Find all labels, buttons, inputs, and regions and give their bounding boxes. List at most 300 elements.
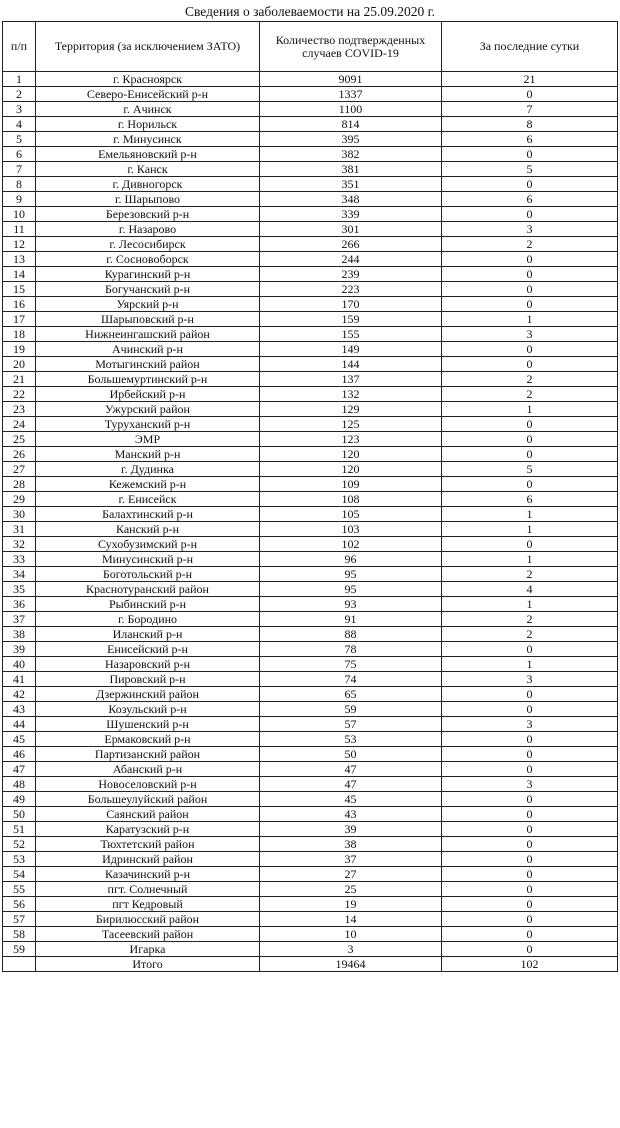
row-last-day-cell: 1: [442, 402, 618, 417]
row-num-cell: 2: [3, 87, 36, 102]
row-num-cell: 43: [3, 702, 36, 717]
row-territory-cell: Богучанский р-н: [36, 282, 260, 297]
table-row: [3, 927, 618, 942]
row-num-cell: 20: [3, 357, 36, 372]
row-confirmed-cell: 149: [260, 342, 442, 357]
row-confirmed-cell: 382: [260, 147, 442, 162]
table-row: [3, 687, 618, 702]
row-territory-cell: пгт Кедровый: [36, 897, 260, 912]
row-last-day-cell: 0: [442, 447, 618, 462]
row-confirmed-cell: 348: [260, 192, 442, 207]
row-territory-cell: г. Дудинка: [36, 462, 260, 477]
row-territory-cell: г. Минусинск: [36, 132, 260, 147]
row-last-day-cell: 21: [442, 72, 618, 87]
table-row: [3, 222, 618, 237]
row-last-day-cell: 0: [442, 177, 618, 192]
row-territory-cell: Канский р-н: [36, 522, 260, 537]
row-territory-cell: Дзержинский район: [36, 687, 260, 702]
table-row: [3, 432, 618, 447]
row-num-cell: 50: [3, 807, 36, 822]
row-confirmed-cell: 266: [260, 237, 442, 252]
row-territory-cell: Идринский район: [36, 852, 260, 867]
row-num-cell: 35: [3, 582, 36, 597]
row-num-cell: 19: [3, 342, 36, 357]
row-territory-cell: г. Канск: [36, 162, 260, 177]
row-territory-cell: г. Дивногорск: [36, 177, 260, 192]
row-num-cell: 40: [3, 657, 36, 672]
row-last-day-cell: 5: [442, 162, 618, 177]
row-num-cell: 27: [3, 462, 36, 477]
row-territory-cell: Саянский район: [36, 807, 260, 822]
table-row: [3, 312, 618, 327]
table-row: [3, 882, 618, 897]
row-confirmed-cell: 25: [260, 882, 442, 897]
total-confirmed: 19464: [260, 957, 442, 972]
row-territory-cell: Большемуртинский р-н: [36, 372, 260, 387]
row-num-cell: 1: [3, 72, 36, 87]
table-row: [3, 117, 618, 132]
row-last-day-cell: 0: [442, 792, 618, 807]
row-last-day-cell: 0: [442, 942, 618, 957]
row-last-day-cell: 1: [442, 522, 618, 537]
row-territory-cell: Рыбинский р-н: [36, 597, 260, 612]
row-confirmed-cell: 108: [260, 492, 442, 507]
table-row: [3, 372, 618, 387]
row-confirmed-cell: 47: [260, 777, 442, 792]
row-territory-cell: Партизанский район: [36, 747, 260, 762]
document-title: Сведения о заболеваемости на 25.09.2020 г.: [184, 4, 436, 19]
row-territory-cell: Большеулуйский район: [36, 792, 260, 807]
row-num-cell: 22: [3, 387, 36, 402]
table-row: [3, 552, 618, 567]
table-row: [3, 897, 618, 912]
row-num-cell: 34: [3, 567, 36, 582]
table-row: [3, 162, 618, 177]
row-territory-cell: Емельяновский р-н: [36, 147, 260, 162]
row-territory-cell: Козульский р-н: [36, 702, 260, 717]
row-territory-cell: Ермаковский р-н: [36, 732, 260, 747]
row-confirmed-cell: 95: [260, 582, 442, 597]
row-num-cell: 48: [3, 777, 36, 792]
row-last-day-cell: 0: [442, 207, 618, 222]
row-confirmed-cell: 137: [260, 372, 442, 387]
table-row: [3, 672, 618, 687]
row-last-day-cell: 0: [442, 882, 618, 897]
row-num-cell: 41: [3, 672, 36, 687]
row-confirmed-cell: 88: [260, 627, 442, 642]
row-territory-cell: Мотыгинский район: [36, 357, 260, 372]
row-last-day-cell: 0: [442, 747, 618, 762]
row-last-day-cell: 1: [442, 507, 618, 522]
row-last-day-cell: 0: [442, 702, 618, 717]
row-confirmed-cell: 27: [260, 867, 442, 882]
row-territory-cell: Курагинский р-н: [36, 267, 260, 282]
table-row: [3, 447, 618, 462]
row-confirmed-cell: 45: [260, 792, 442, 807]
row-confirmed-cell: 239: [260, 267, 442, 282]
table-row: [3, 147, 618, 162]
row-territory-cell: Енисейский р-н: [36, 642, 260, 657]
row-confirmed-cell: 65: [260, 687, 442, 702]
row-territory-cell: Краснотуранский район: [36, 582, 260, 597]
row-num-cell: 28: [3, 477, 36, 492]
table-row: [3, 852, 618, 867]
row-territory-cell: Игарка: [36, 942, 260, 957]
row-territory-cell: Березовский р-н: [36, 207, 260, 222]
table-row: [3, 207, 618, 222]
table-row: [3, 132, 618, 147]
row-num-cell: 31: [3, 522, 36, 537]
row-confirmed-cell: 9091: [260, 72, 442, 87]
row-num-cell: 53: [3, 852, 36, 867]
row-last-day-cell: 0: [442, 357, 618, 372]
row-num-cell: 11: [3, 222, 36, 237]
row-last-day-cell: 0: [442, 762, 618, 777]
row-territory-cell: Шарыповский р-н: [36, 312, 260, 327]
row-confirmed-cell: 14: [260, 912, 442, 927]
row-confirmed-cell: 105: [260, 507, 442, 522]
row-territory-cell: г. Енисейск: [36, 492, 260, 507]
row-confirmed-cell: 129: [260, 402, 442, 417]
row-confirmed-cell: 78: [260, 642, 442, 657]
row-num-cell: 16: [3, 297, 36, 312]
row-num-cell: 44: [3, 717, 36, 732]
row-confirmed-cell: 132: [260, 387, 442, 402]
row-last-day-cell: 0: [442, 147, 618, 162]
row-territory-cell: пгт. Солнечный: [36, 882, 260, 897]
row-num-cell: 29: [3, 492, 36, 507]
morbidity-table: [2, 21, 618, 972]
table-row: [3, 192, 618, 207]
header-num: п/п: [3, 22, 36, 72]
row-num-cell: 54: [3, 867, 36, 882]
table-row: [3, 642, 618, 657]
row-num-cell: 18: [3, 327, 36, 342]
row-num-cell: 23: [3, 402, 36, 417]
table-row: [3, 402, 618, 417]
row-last-day-cell: 0: [442, 282, 618, 297]
row-territory-cell: Новоселовский р-н: [36, 777, 260, 792]
row-territory-cell: г. Сосновоборск: [36, 252, 260, 267]
row-num-cell: 5: [3, 132, 36, 147]
row-last-day-cell: 3: [442, 222, 618, 237]
table-row: [3, 807, 618, 822]
row-territory-cell: Кежемский р-н: [36, 477, 260, 492]
row-confirmed-cell: 301: [260, 222, 442, 237]
row-confirmed-cell: 19: [260, 897, 442, 912]
row-confirmed-cell: 381: [260, 162, 442, 177]
row-confirmed-cell: 223: [260, 282, 442, 297]
row-last-day-cell: 0: [442, 342, 618, 357]
row-num-cell: 9: [3, 192, 36, 207]
table-row: [3, 102, 618, 117]
table-row: [3, 597, 618, 612]
row-confirmed-cell: 53: [260, 732, 442, 747]
row-last-day-cell: 0: [442, 912, 618, 927]
row-last-day-cell: 3: [442, 777, 618, 792]
row-last-day-cell: 1: [442, 597, 618, 612]
row-territory-cell: г. Ачинск: [36, 102, 260, 117]
row-num-cell: 47: [3, 762, 36, 777]
row-territory-cell: Ирбейский р-н: [36, 387, 260, 402]
row-territory-cell: Назаровский р-н: [36, 657, 260, 672]
row-confirmed-cell: 395: [260, 132, 442, 147]
table-row: [3, 522, 618, 537]
row-confirmed-cell: 59: [260, 702, 442, 717]
row-num-cell: 24: [3, 417, 36, 432]
row-last-day-cell: 6: [442, 192, 618, 207]
row-last-day-cell: 0: [442, 867, 618, 882]
row-last-day-cell: 3: [442, 672, 618, 687]
row-confirmed-cell: 170: [260, 297, 442, 312]
row-confirmed-cell: 102: [260, 537, 442, 552]
table-row: [3, 582, 618, 597]
row-confirmed-cell: 38: [260, 837, 442, 852]
row-confirmed-cell: 75: [260, 657, 442, 672]
table-row: [3, 717, 618, 732]
row-last-day-cell: 1: [442, 552, 618, 567]
row-confirmed-cell: 814: [260, 117, 442, 132]
row-num-cell: 7: [3, 162, 36, 177]
row-confirmed-cell: 103: [260, 522, 442, 537]
table-row: [3, 342, 618, 357]
row-confirmed-cell: 123: [260, 432, 442, 447]
row-confirmed-cell: 1337: [260, 87, 442, 102]
row-confirmed-cell: 37: [260, 852, 442, 867]
row-confirmed-cell: 10: [260, 927, 442, 942]
table-row: [3, 912, 618, 927]
row-num-cell: 17: [3, 312, 36, 327]
table-header-row: [3, 22, 618, 72]
row-num-cell: 21: [3, 372, 36, 387]
row-last-day-cell: 0: [442, 267, 618, 282]
table-row: [3, 507, 618, 522]
row-last-day-cell: 6: [442, 492, 618, 507]
row-last-day-cell: 0: [442, 897, 618, 912]
row-last-day-cell: 0: [442, 537, 618, 552]
table-row: [3, 72, 618, 87]
row-territory-cell: Сухобузимский р-н: [36, 537, 260, 552]
table-row: [3, 657, 618, 672]
row-territory-cell: Боготольский р-н: [36, 567, 260, 582]
row-confirmed-cell: 47: [260, 762, 442, 777]
row-last-day-cell: 0: [442, 837, 618, 852]
row-confirmed-cell: 351: [260, 177, 442, 192]
table-row: [3, 477, 618, 492]
row-confirmed-cell: 50: [260, 747, 442, 762]
row-territory-cell: Северо-Енисейский р-н: [36, 87, 260, 102]
row-territory-cell: г. Шарыпово: [36, 192, 260, 207]
row-num-cell: 26: [3, 447, 36, 462]
row-territory-cell: Каратузский р-н: [36, 822, 260, 837]
row-last-day-cell: 7: [442, 102, 618, 117]
table-row: [3, 87, 618, 102]
row-confirmed-cell: 93: [260, 597, 442, 612]
header-territory: Территория (за исключением ЗАТО): [36, 22, 260, 72]
row-confirmed-cell: 91: [260, 612, 442, 627]
table-row: [3, 282, 618, 297]
row-num-cell: 58: [3, 927, 36, 942]
row-territory-cell: г. Норильск: [36, 117, 260, 132]
row-territory-cell: Иланский р-н: [36, 627, 260, 642]
row-last-day-cell: 0: [442, 807, 618, 822]
table-row: [3, 732, 618, 747]
row-last-day-cell: 3: [442, 327, 618, 342]
row-confirmed-cell: 155: [260, 327, 442, 342]
row-territory-cell: г. Назарово: [36, 222, 260, 237]
row-territory-cell: Тасеевский район: [36, 927, 260, 942]
row-num-cell: 37: [3, 612, 36, 627]
row-last-day-cell: 1: [442, 657, 618, 672]
row-last-day-cell: 2: [442, 612, 618, 627]
table-row: [3, 747, 618, 762]
row-confirmed-cell: 125: [260, 417, 442, 432]
total-num-cell: [3, 957, 36, 972]
table-row: [3, 267, 618, 282]
row-confirmed-cell: 74: [260, 672, 442, 687]
table-row: [3, 327, 618, 342]
row-last-day-cell: 8: [442, 117, 618, 132]
row-num-cell: 39: [3, 642, 36, 657]
row-confirmed-cell: 159: [260, 312, 442, 327]
row-territory-cell: Нижнеингашский район: [36, 327, 260, 342]
row-territory-cell: ЭМР: [36, 432, 260, 447]
total-last-day: 102: [442, 957, 618, 972]
table-row: [3, 822, 618, 837]
row-num-cell: 25: [3, 432, 36, 447]
row-last-day-cell: 0: [442, 297, 618, 312]
row-territory-cell: г. Бородино: [36, 612, 260, 627]
row-num-cell: 15: [3, 282, 36, 297]
row-num-cell: 52: [3, 837, 36, 852]
row-last-day-cell: 0: [442, 822, 618, 837]
row-last-day-cell: 2: [442, 567, 618, 582]
row-last-day-cell: 0: [442, 927, 618, 942]
row-confirmed-cell: 244: [260, 252, 442, 267]
row-territory-cell: Ачинский р-н: [36, 342, 260, 357]
row-last-day-cell: 0: [442, 477, 618, 492]
row-num-cell: 56: [3, 897, 36, 912]
row-confirmed-cell: 109: [260, 477, 442, 492]
row-last-day-cell: 1: [442, 312, 618, 327]
row-territory-cell: Балахтинский р-н: [36, 507, 260, 522]
row-territory-cell: Казачинский р-н: [36, 867, 260, 882]
table-row: [3, 387, 618, 402]
table-row: [3, 492, 618, 507]
row-num-cell: 3: [3, 102, 36, 117]
row-territory-cell: г. Красноярск: [36, 72, 260, 87]
row-territory-cell: Пировский р-н: [36, 672, 260, 687]
row-confirmed-cell: 95: [260, 567, 442, 582]
table-row: [3, 357, 618, 372]
row-num-cell: 32: [3, 537, 36, 552]
table-row: [3, 762, 618, 777]
row-num-cell: 13: [3, 252, 36, 267]
row-confirmed-cell: 120: [260, 447, 442, 462]
row-num-cell: 6: [3, 147, 36, 162]
table-row: [3, 837, 618, 852]
row-last-day-cell: 0: [442, 642, 618, 657]
row-num-cell: 45: [3, 732, 36, 747]
table-row: [3, 297, 618, 312]
row-confirmed-cell: 96: [260, 552, 442, 567]
row-num-cell: 33: [3, 552, 36, 567]
row-territory-cell: Бирилюсский район: [36, 912, 260, 927]
row-last-day-cell: 2: [442, 627, 618, 642]
row-last-day-cell: 6: [442, 132, 618, 147]
table-row: [3, 942, 618, 957]
row-territory-cell: Абанский р-н: [36, 762, 260, 777]
table-row: [3, 702, 618, 717]
row-last-day-cell: 0: [442, 732, 618, 747]
row-num-cell: 59: [3, 942, 36, 957]
row-confirmed-cell: 39: [260, 822, 442, 837]
row-num-cell: 10: [3, 207, 36, 222]
total-label: Итого: [36, 957, 260, 972]
row-num-cell: 51: [3, 822, 36, 837]
row-last-day-cell: 2: [442, 372, 618, 387]
row-last-day-cell: 3: [442, 717, 618, 732]
row-num-cell: 55: [3, 882, 36, 897]
row-last-day-cell: 0: [442, 687, 618, 702]
row-last-day-cell: 0: [442, 252, 618, 267]
table-row: [3, 777, 618, 792]
row-confirmed-cell: 57: [260, 717, 442, 732]
row-num-cell: 14: [3, 267, 36, 282]
row-territory-cell: Туруханский р-н: [36, 417, 260, 432]
row-num-cell: 38: [3, 627, 36, 642]
row-last-day-cell: 4: [442, 582, 618, 597]
table-row: [3, 867, 618, 882]
row-territory-cell: Шушенский р-н: [36, 717, 260, 732]
row-last-day-cell: 0: [442, 417, 618, 432]
table-body: [3, 72, 618, 957]
header-confirmed: Количество подтвержденных случаев COVID-19: [260, 22, 442, 72]
row-num-cell: 8: [3, 177, 36, 192]
row-num-cell: 42: [3, 687, 36, 702]
table-row: [3, 417, 618, 432]
table-row: [3, 612, 618, 627]
row-territory-cell: Ужурский район: [36, 402, 260, 417]
row-last-day-cell: 2: [442, 387, 618, 402]
table-row: [3, 177, 618, 192]
row-confirmed-cell: 1100: [260, 102, 442, 117]
row-last-day-cell: 0: [442, 432, 618, 447]
row-num-cell: 36: [3, 597, 36, 612]
row-confirmed-cell: 120: [260, 462, 442, 477]
row-last-day-cell: 5: [442, 462, 618, 477]
row-confirmed-cell: 144: [260, 357, 442, 372]
table-row: [3, 627, 618, 642]
table-row: [3, 792, 618, 807]
row-territory-cell: Уярский р-н: [36, 297, 260, 312]
row-last-day-cell: 0: [442, 852, 618, 867]
header-last-day: За последние сутки: [442, 22, 618, 72]
row-confirmed-cell: 3: [260, 942, 442, 957]
row-num-cell: 49: [3, 792, 36, 807]
row-territory-cell: Манский р-н: [36, 447, 260, 462]
row-territory-cell: г. Лесосибирск: [36, 237, 260, 252]
row-num-cell: 57: [3, 912, 36, 927]
row-num-cell: 46: [3, 747, 36, 762]
row-last-day-cell: 0: [442, 87, 618, 102]
row-num-cell: 30: [3, 507, 36, 522]
table-row: [3, 252, 618, 267]
row-confirmed-cell: 339: [260, 207, 442, 222]
table-row: [3, 237, 618, 252]
table-row: [3, 567, 618, 582]
row-num-cell: 12: [3, 237, 36, 252]
